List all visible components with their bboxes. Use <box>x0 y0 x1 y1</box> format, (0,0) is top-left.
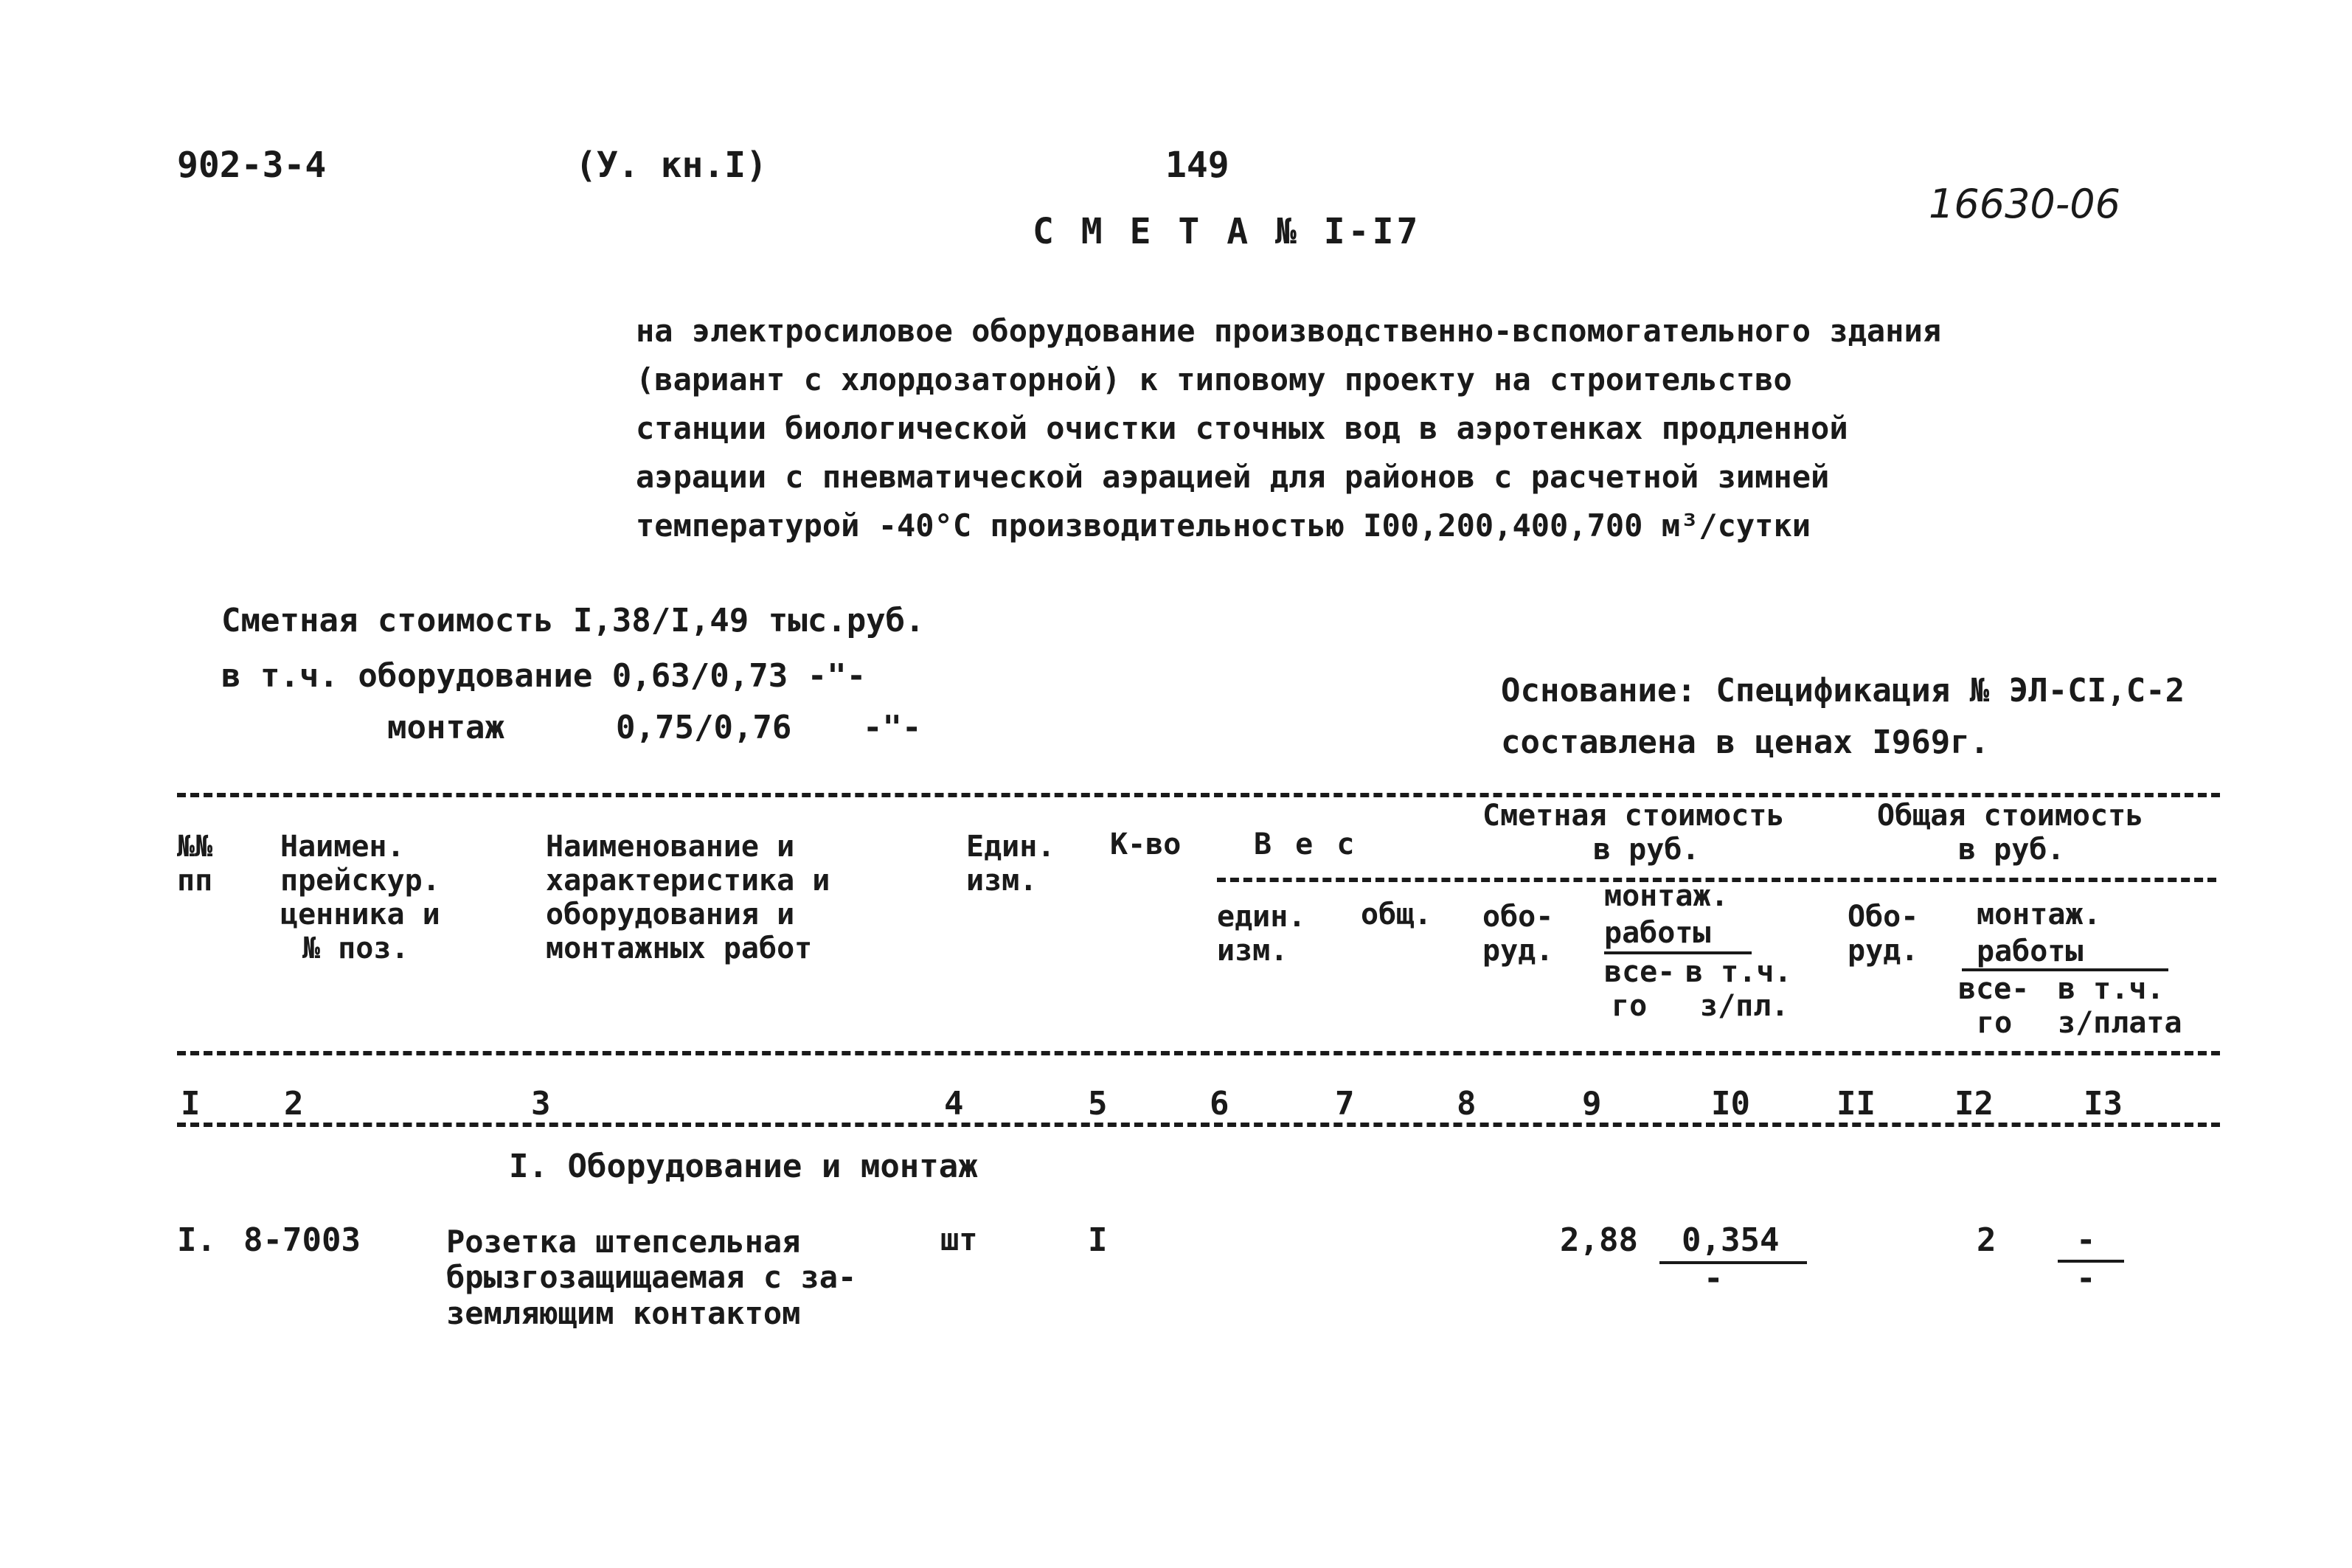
row-unit-installation-rule <box>1659 1261 1807 1264</box>
row-item-name-line: земляющим контактом <box>446 1294 801 1331</box>
section-title: I. Оборудование и монтаж <box>509 1148 978 1185</box>
header-weight-unit <box>1217 900 1305 968</box>
column-number: I0 <box>1711 1085 1750 1123</box>
header-estimate-wage-line: з/пл. <box>1700 989 1789 1023</box>
header-pricelist <box>280 830 440 965</box>
header-pricelist-line: прейскур. <box>280 864 440 898</box>
header-estimate-currency: в руб. <box>1593 833 1700 867</box>
header-total-currency: в руб. <box>1958 833 2065 867</box>
column-number: II <box>1836 1085 1876 1123</box>
column-number: I3 <box>2084 1085 2123 1123</box>
header-estimate-equipment <box>1482 900 1553 968</box>
header-estimate-total-line: все- <box>1604 955 1676 989</box>
cost-total: Сметная стоимость I,38/I,49 тыс.руб. <box>221 602 925 639</box>
description-line: температурой -40°С производительностью I00,200,400,700 м³/сутки <box>636 507 1811 544</box>
column-number: 8 <box>1457 1085 1477 1123</box>
table-top-rule <box>177 793 2220 797</box>
header-estimate-total-line: го <box>1612 989 1648 1023</box>
header-total-wage <box>2058 972 2182 1040</box>
column-number: 9 <box>1582 1085 1602 1123</box>
header-total-total-line: все- <box>1958 972 2030 1006</box>
header-estimate-installation: монтаж. <box>1604 879 1729 913</box>
row-unit-equipment-cost: 2,88 <box>1560 1221 1638 1259</box>
header-item-name-line: монтажных работ <box>546 932 813 965</box>
header-estimate-title: Сметная стоимость <box>1482 799 1785 833</box>
description-line: на электросиловое оборудование производственно-вспомогательного здания <box>636 313 1942 349</box>
header-weight-total: общ. <box>1361 898 1432 932</box>
row-number: I. <box>177 1221 216 1259</box>
header-total-title: Общая стоимость <box>1877 799 2144 833</box>
row-quantity: I <box>1088 1221 1108 1259</box>
header-total-equipment-line: Обо- <box>1848 900 1919 934</box>
header-pricelist-line: № поз. <box>302 932 409 965</box>
total-works-rule <box>1962 968 2168 971</box>
header-unit <box>966 830 1055 898</box>
row-item-name-line: Розетка штепсельная <box>446 1224 801 1260</box>
header-item-name-line: оборудования и <box>546 898 795 932</box>
header-estimate-works: работы <box>1604 916 1711 950</box>
row-unit: шт <box>940 1221 978 1257</box>
volume-label: (У. кн.I) <box>575 145 768 186</box>
row-total-installation-wage: - <box>2076 1260 2096 1297</box>
header-item-name-line: Наименование и <box>546 830 795 864</box>
header-total-equipment-line: руд. <box>1848 934 1919 968</box>
header-total-wage-line: в т.ч. <box>2058 972 2165 1006</box>
header-unit-line: изм. <box>966 864 1038 898</box>
header-total-total <box>1958 972 2029 1040</box>
header-pricelist-line: ценника и <box>280 898 440 932</box>
header-total-wage-line: з/плата <box>2058 1006 2182 1040</box>
header-number-line1: №№ <box>177 830 213 864</box>
column-number: 6 <box>1210 1085 1229 1123</box>
row-item-name <box>446 1224 856 1331</box>
column-number: I2 <box>1954 1085 1994 1123</box>
column-number: I <box>181 1085 201 1123</box>
header-weight-group: В е с <box>1254 828 1358 861</box>
header-total-equipment <box>1848 900 1918 968</box>
estimate-works-rule <box>1604 951 1752 954</box>
estimate-description <box>636 313 1941 557</box>
cost-installation-value: 0,75/0,76 <box>616 709 792 746</box>
handwritten-stamp: 16630-06 <box>1929 181 2120 227</box>
row-unit-installation-total: 0,354 <box>1682 1221 1780 1259</box>
header-estimate-equipment-line: обо- <box>1482 900 1554 934</box>
column-number: 2 <box>284 1085 304 1123</box>
header-number <box>177 830 212 898</box>
row-unit-installation-wage: - <box>1704 1260 1724 1297</box>
header-item-name-line: характеристика и <box>546 864 830 898</box>
column-number: 4 <box>944 1085 964 1123</box>
row-item-name-line: брызгозащищаемая с за- <box>446 1259 857 1296</box>
description-line: станции биологической очистки сточных вод в аэротенках продленной <box>636 410 1848 446</box>
cost-installation-ditto: -"- <box>863 709 922 746</box>
header-quantity: К-во <box>1110 828 1182 861</box>
header-estimate-wage <box>1685 955 1792 1023</box>
header-bottom-rule <box>177 1051 2220 1055</box>
row-pricelist-code: 8-7003 <box>243 1221 361 1259</box>
basis-prices: составлена в ценах I969г. <box>1501 724 1990 761</box>
header-estimate-wage-line: в т.ч. <box>1685 955 1792 989</box>
header-pricelist-line: Наимен. <box>280 830 405 864</box>
header-estimate-equipment-line: руд. <box>1482 934 1554 968</box>
header-estimate-total <box>1604 955 1675 1023</box>
description-line: (вариант с хлордозаторной) к типовому проекту на строительство <box>636 361 1792 398</box>
document-code: 902-3-4 <box>177 145 327 186</box>
header-total-group <box>1877 799 2143 867</box>
column-number: 3 <box>531 1085 551 1123</box>
column-numbers-rule <box>177 1123 2220 1127</box>
header-weight-unit-line: изм. <box>1217 934 1288 968</box>
description-line: аэрации с пневматической аэрацией для районов с расчетной зимней <box>636 459 1830 495</box>
row-total-equipment-cost: 2 <box>1977 1221 1997 1259</box>
document-title: С М Е Т А № I-I7 <box>1033 211 1421 252</box>
row-total-installation-total: - <box>2076 1221 2096 1259</box>
page-number: 149 <box>1165 145 1229 186</box>
basis-specification: Основание: Спецификация № ЭЛ-СI,С-2 <box>1501 672 2185 710</box>
header-item-name <box>546 830 830 965</box>
header-unit-line: Един. <box>966 830 1055 864</box>
header-estimate-group <box>1482 799 1784 867</box>
header-total-total-line: го <box>1977 1006 2013 1040</box>
cost-installation-label: монтаж <box>387 709 504 746</box>
header-number-line2: пп <box>177 864 213 898</box>
header-total-installation: монтаж. <box>1977 898 2101 932</box>
header-total-works: работы <box>1977 934 2084 968</box>
column-number: 5 <box>1088 1085 1108 1123</box>
cost-equipment: в т.ч. оборудование 0,63/0,73 -"- <box>221 657 867 695</box>
header-weight-unit-line: един. <box>1217 900 1306 934</box>
column-number: 7 <box>1335 1085 1355 1123</box>
